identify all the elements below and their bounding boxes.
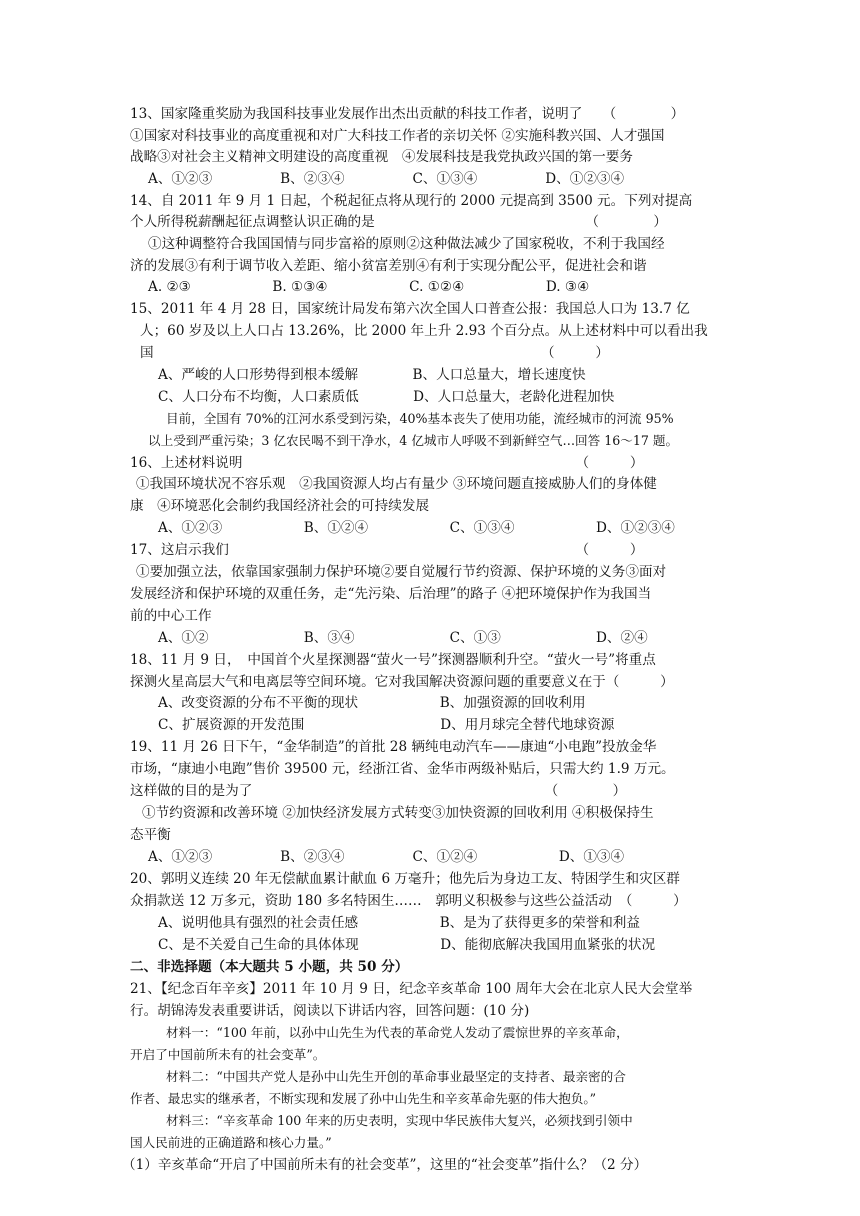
q19-statements: ①节约资源和改善环境 ②加快经济发展方式转变③加快资源的回收利用 ④积极保持生	[142, 805, 654, 821]
material-one-cont: 开启了中国前所未有的社会变革”。	[130, 1047, 326, 1062]
q21-sub1: （1）辛亥革命“开启了中国前所未有的社会变革”，这里的“社会变革”指什么？（2 分）	[122, 1157, 648, 1173]
q21-stem-cont: 行。胡锦涛发表重要讲话，阅读以下讲话内容，回答问题：(10 分)	[130, 1003, 530, 1019]
q14-stem-cont: 个人所得税薪酬起征点调整认识正确的是 （ ）	[130, 214, 667, 230]
q13-options: A、①②③ B、②③④ C、①③④ D、①②③④	[148, 171, 625, 187]
q13-stem: 13、国家隆重奖励为我国科技事业发展作出杰出贡献的科技工作者，说明了 （ ）	[130, 106, 685, 122]
q17-statements-cont: 发展经济和保护环境的双重任务，走“先污染、后治理”的路子 ④把环境保护作为我国当	[130, 586, 652, 602]
q16-stem: 16、上述材料说明 （ ）	[130, 455, 644, 471]
q18-stem: 18、11 月 9 日， 中国首个火星探测器“萤火一号”探测器顺利升空。“萤火一号”将重点	[130, 652, 656, 668]
q20-stem: 20、郭明义连续 20 年无偿献血累计献血 6 万毫升；他先后为身边工友、特困学生和灾区群	[130, 871, 680, 887]
q16-statements-cont: 康 ④环境恶化会制约我国经济社会的可持续发展	[130, 498, 430, 514]
q15-stem-cont: 人；60 岁及以上人口占 13.26%，比 2000 年上升 2.93 个百分点。从上述材料中可以看出我	[140, 323, 708, 339]
q19-options: A、①②③ B、②③④ C、①②④ D、①③④	[148, 849, 625, 865]
q20-stem-cont: 众捐款送 12 万多元，资助 180 多名特困生…… 郭明义积极参与这些公益活动 （ ）	[130, 893, 687, 909]
q19-stem-cont: 市场，“康迪小电跑”售价 39500 元，经浙江省、金华市两级补贴后，只需大约 1.9 万元。	[130, 761, 675, 777]
q20-options-cd: C、是不关爱自己生命的具体体现 D、能彻底解决我国用血紧张的状况	[158, 937, 656, 953]
material-two: 材料二：“中国共产党人是孙中山先生开创的革命事业最坚定的支持者、最亲密的合	[166, 1069, 626, 1084]
q16-statements: ①我国环境状况不容乐观 ②我国资源人均占有量少 ③环境问题直接威胁人们的身体健	[136, 476, 657, 492]
material-three: 材料三：“辛亥革命 100 年来的历史表明，实现中华民族伟大复兴，必须找到引领中	[166, 1113, 633, 1128]
q18-options-ab: A、改变资源的分布不平衡的现状 B、加强资源的回收利用	[158, 695, 586, 711]
q15-stem-end: 国 （ ）	[140, 345, 609, 361]
material-16-17: 目前，全国有 70%的江河水系受到污染，40%基本丧失了使用功能，流经城市的河流 95%	[166, 411, 674, 426]
q17-stem: 17、这启示我们 （ ）	[130, 542, 644, 558]
q14-options: A. ②③ B. ①③④ C. ①②④ D. ③④	[148, 279, 590, 295]
q16-options: A、①②③ B、①②④ C、①③④ D、①②③④	[158, 520, 675, 536]
material-one: 材料一：“100 年前，以孙中山先生为代表的革命党人发动了震惊世界的辛亥革命，	[166, 1025, 629, 1040]
q20-options-ab: A、说明他具有强烈的社会责任感 B、是为了获得更多的荣誉和利益	[158, 915, 640, 931]
material-16-17-cont: 以上受到严重污染；3 亿农民喝不到干净水，4 亿城市人呼吸不到新鲜空气…回答 16～17 题。	[148, 433, 679, 448]
q14-statements-cont: 济的发展③有利于调节收入差距、缩小贫富差别④有利于实现分配公平，促进社会和谐	[130, 258, 647, 274]
material-three-cont: 国人民前进的正确道路和核心力量。”	[130, 1135, 332, 1150]
q14-statements: ①这种调整符合我国国情与同步富裕的原则②这种做法减少了国家税收，不利于我国经	[148, 236, 665, 252]
q14-stem: 14、自 2011 年 9 月 1 日起，个税起征点将从现行的 2000 元提高到 3500 元。下列对提高	[130, 193, 693, 209]
q18-stem-cont: 探测火星高层大气和电离层等空间环境。它对我国解决资源问题的重要意义在于（ ）	[130, 674, 674, 690]
q15-options-cd: C、人口分布不均衡，人口素质低 D、人口总量大，老龄化进程加快	[158, 389, 615, 405]
q13-statements: ①国家对科技事业的高度重视和对广大科技工作者的亲切关怀 ②实施科教兴国、人才强国	[130, 128, 665, 144]
q17-statements-end: 前的中心工作	[130, 608, 212, 624]
q13-statements-cont: 战略③对社会主义精神文明建设的高度重视 ④发展科技是我党执政兴国的第一要务	[130, 149, 633, 165]
material-two-cont: 作者、最忠实的继承者，不断实现和发展了孙中山先生和辛亥革命先驱的伟大抱负。”	[130, 1091, 597, 1106]
q17-statements: ①要加强立法，依靠国家强制力保护环境②要自觉履行节约资源、保护环境的义务③面对	[136, 564, 667, 580]
q19-stem: 19、11 月 26 日下午，“金华制造”的首批 28 辆纯电动汽车——康迪“小电跑”投放金华	[130, 739, 657, 755]
q17-options: A、①② B、③④ C、①③ D、②④	[158, 630, 648, 646]
q15-stem: 15、2011 年 4 月 28 日，国家统计局发布第六次全国人口普查公报：我国总人口为 13.7 亿	[130, 301, 690, 317]
q18-options-cd: C、扩展资源的开发范围 D、用月球完全替代地球资源	[158, 717, 615, 733]
section-heading: 二、非选择题（本大题共 5 小题，共 50 分）	[130, 959, 409, 975]
q21-stem: 21、【纪念百年辛亥】2011 年 10 月 9 日，纪念辛亥革命 100 周年大会在北京人民大会堂举	[130, 981, 693, 997]
q19-stem-end: 这样做的目的是为了 （ ）	[130, 783, 627, 799]
q19-statements-cont: 态平衡	[130, 827, 171, 843]
q15-options-ab: A、严峻的人口形势得到根本缓解 B、人口总量大，增长速度快	[158, 367, 586, 383]
